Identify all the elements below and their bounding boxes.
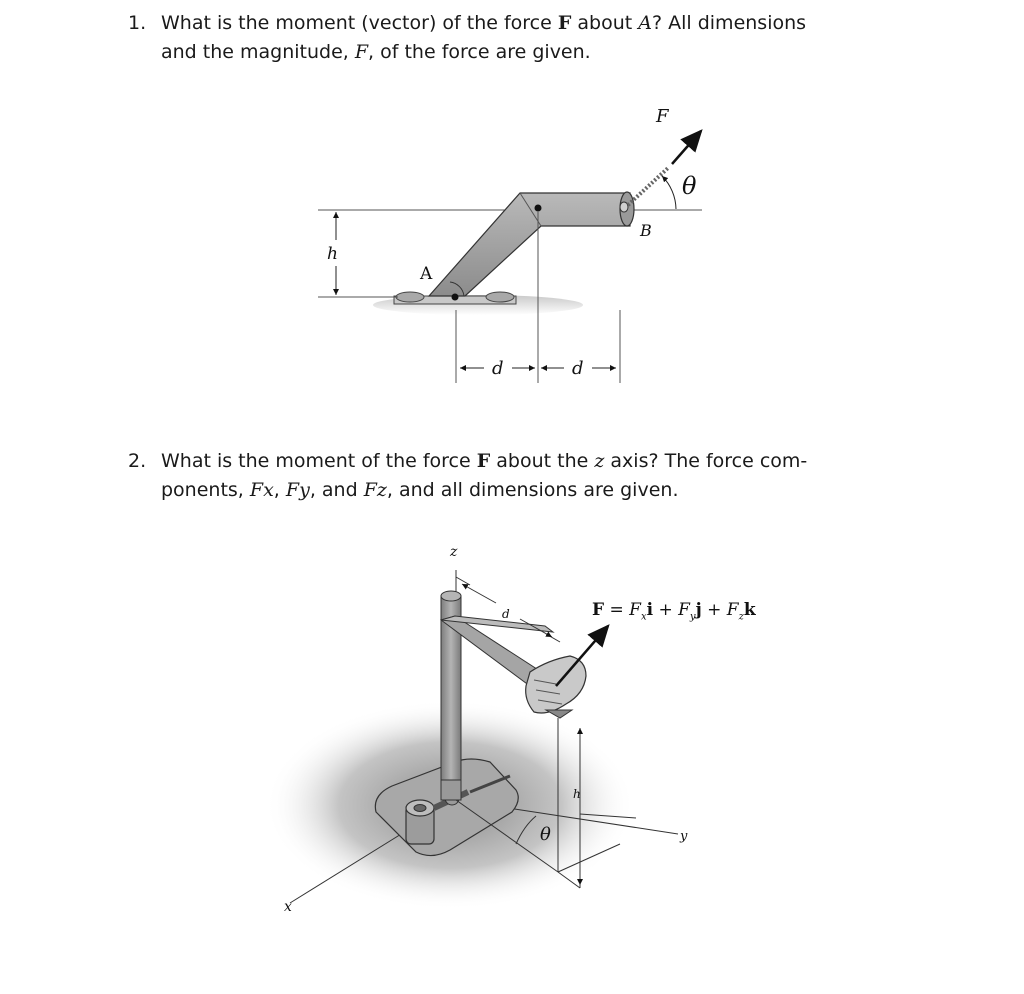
label-h: h xyxy=(573,787,581,801)
label-theta: θ xyxy=(540,824,551,845)
label-d: d xyxy=(502,607,510,621)
d-dimension-line xyxy=(462,584,496,603)
label-A: A xyxy=(420,264,433,284)
label-h: h xyxy=(327,244,338,264)
problem-2-line-1: 2. What is the moment of the force F about the z axis? The force com- xyxy=(128,447,807,476)
problem-2-line-2: ponents, Fx, Fy, and Fz, and all dimensions are given. xyxy=(161,479,679,501)
label-theta: θ xyxy=(682,172,697,200)
label-B: B xyxy=(640,221,652,240)
label-y: y xyxy=(680,829,688,844)
problem-2-number: 2. xyxy=(128,450,147,472)
problem-1-line-1: 1. What is the moment (vector) of the force F about A? All dimensions xyxy=(128,9,806,38)
fy-symbol: Fy xyxy=(285,479,310,501)
axis-symbol: z xyxy=(594,450,605,472)
fz-symbol: Fz xyxy=(363,479,387,501)
problem-1-number: 1. xyxy=(128,12,147,34)
label-F: F xyxy=(656,106,669,127)
magnitude-symbol: F xyxy=(354,41,369,63)
label-d-2: d xyxy=(572,358,584,379)
force-vector-formula: $F = F_xi + F_yj + F_zk$ xyxy=(592,600,756,623)
fx-symbol: Fx xyxy=(249,479,274,501)
point-symbol: A xyxy=(638,12,652,34)
label-d-1: d xyxy=(492,358,504,379)
label-x: x xyxy=(284,899,292,915)
force-symbol: F xyxy=(476,450,491,472)
problem-1-line-2: and the magnitude, F, of the force are given. xyxy=(161,41,591,63)
label-z: z xyxy=(450,544,458,560)
force-symbol: F xyxy=(557,12,572,34)
